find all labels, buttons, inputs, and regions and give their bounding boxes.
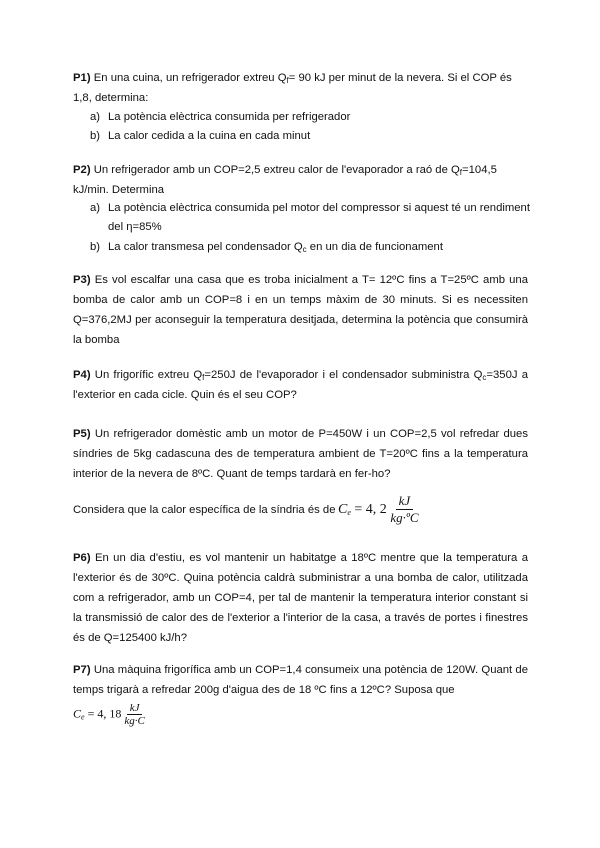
problem-2-item-b	[90, 237, 530, 257]
list-item-text: La potència elèctrica consumida per refrigerador	[108, 111, 351, 123]
problem-5	[73, 424, 528, 484]
problem-1-text-b: = 90 kJ per minut de la nevera. Si el COP és 1,8, determina:	[73, 72, 512, 104]
problem-2-item-a-continued: del η=85%	[108, 221, 162, 233]
problem-5-text: Un refrigerador domèstic amb un motor de P=450W i un COP=2,5 vol refredar dues síndries de 5kg cadascuna des de temperatura ambient de T=20ºC fins a la temperatura interior de la nevera de 8ºC. Quant de temps tardarà en fer-ho?	[73, 428, 528, 480]
list-marker: b)	[90, 130, 101, 142]
formula-lhs: C	[338, 502, 348, 518]
formula-fraction	[390, 493, 418, 526]
problem-4	[73, 365, 528, 405]
problem-5-note: Considera que la calor específica de la síndria és de	[73, 504, 336, 516]
formula-lhs-sub: e	[81, 712, 85, 722]
problem-1-item-a	[90, 107, 530, 127]
problem-3	[73, 270, 528, 350]
problem-1	[73, 68, 528, 108]
formula-equals: = 4, 18	[84, 706, 125, 721]
problem-4-label: P4)	[73, 369, 91, 381]
list-marker: b)	[90, 241, 101, 253]
problem-2-text-a: Un refrigerador amb un COP=2,5 extreu calor de l'evaporador a raó de Q	[90, 164, 460, 176]
list-marker: a)	[90, 202, 101, 214]
problem-2-label: P2)	[73, 164, 91, 176]
list-item-sub-c: c	[302, 245, 307, 254]
problem-3-text: Es vol escalfar una casa que es troba inicialment a T= 12ºC fins a T=25ºC amb una bomba de calor amb un COP=8 i en un temps màxim de 30 minuts. Si es necessiten Q=376,2MJ per aconseguir la temperatura desitjada, determina la potència que consumirà la bomba	[73, 274, 528, 346]
problem-2-text-b: =104,5 kJ/min. Determina	[73, 164, 497, 196]
problem-2	[73, 160, 533, 200]
problem-6-label: P6)	[73, 552, 91, 564]
problem-1-item-b	[90, 126, 530, 146]
formula-fraction	[124, 702, 144, 727]
formula-numerator: kJ	[127, 702, 143, 715]
problem-7-text: Una màquina frigorífica amb un COP=1,4 consumeix una potència de 120W. Quant de temps trigarà a refredar 200g d'aigua des de 18 ºC fins a 12ºC? Suposa que	[73, 664, 528, 696]
problem-4-text-b: =250J de l'evaporador i el condensador subministra Q	[204, 369, 483, 381]
formula-lhs-sub: e	[347, 508, 351, 518]
problem-1-label: P1)	[73, 72, 91, 84]
problem-6-text: En un dia d'estiu, es vol mantenir un habitatge a 18ºC mentre que la temperatura a l'exterior és de 30ºC. Quina potència caldrà subministrar a una bomba de calor, utilitzada com a refrigerador, amb un COP=4, per tal de mantenir la temperatura interior constant si la transmissió de calor des de l'exterior a l'interior de la casa, a través de portes i finestres és de Q=125400 kJ/h?	[73, 552, 528, 644]
formula-denominator: kg·ºC	[390, 510, 419, 525]
list-item-text: La potència elèctrica consumida pel motor del compressor si aquest té un rendiment	[108, 202, 530, 214]
list-item-text-a: La calor transmesa pel condensador Q	[108, 241, 303, 253]
problem-4-sub-f: f	[202, 373, 205, 382]
problem-4-text-a: Un frigorífic extreu Q	[90, 369, 203, 381]
problem-4-sub-c: c	[482, 373, 487, 382]
formula-denominator: kg·C	[124, 715, 145, 727]
problem-5-label: P5)	[73, 428, 91, 440]
problem-4-text-c: =350J a l'exterior en cada cicle. Quin és el seu COP?	[73, 369, 528, 401]
formula-numerator: kJ	[396, 493, 414, 510]
specific-heat-formula-2	[73, 702, 145, 727]
list-item-text: La calor cedida a la cuina en cada minut	[108, 130, 311, 142]
problem-2-sub-f: f	[459, 168, 463, 177]
problem-6	[73, 548, 528, 648]
problem-1-text-a: En una cuina, un refrigerador extreu Q	[90, 72, 287, 84]
problem-7	[73, 660, 528, 700]
problem-1-sub-f: f	[286, 76, 289, 85]
list-marker: a)	[90, 111, 101, 123]
formula-lhs: C	[73, 706, 82, 721]
list-item-text-b: en un dia de funcionament	[306, 241, 443, 253]
problem-2-item-a	[90, 198, 530, 218]
formula-equals: = 4, 2	[350, 502, 391, 518]
problem-3-label: P3)	[73, 274, 91, 286]
specific-heat-formula-1	[338, 493, 419, 526]
problem-7-label: P7)	[73, 664, 91, 676]
